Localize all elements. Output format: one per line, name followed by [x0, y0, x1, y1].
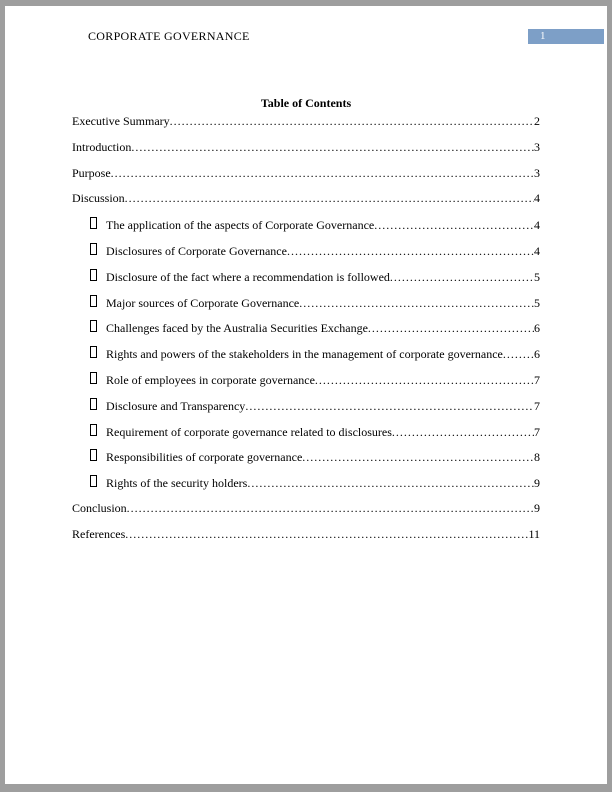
bullet-square-icon — [90, 346, 97, 358]
toc-title: Table of Contents — [260, 96, 352, 110]
toc-entry-page: 11 — [528, 526, 540, 541]
toc-entry-label: Rights of the security holders — [106, 476, 248, 491]
dot-leader — [392, 425, 534, 439]
toc-entry-page: 7 — [534, 398, 540, 413]
toc-entry — [72, 320, 540, 346]
bullet-square-icon — [90, 295, 97, 307]
toc-entry-label: Major sources of Corporate Governance — [106, 295, 300, 310]
toc-entry — [72, 243, 540, 269]
bullet-square-icon — [90, 398, 97, 410]
dot-leader — [245, 399, 534, 413]
toc-entry-label: Disclosure and Transparency — [106, 398, 246, 413]
toc-entry-label: The application of the aspects of Corporate Governance — [106, 218, 375, 233]
dot-leader — [111, 166, 534, 180]
toc-entry-page: 8 — [534, 450, 540, 465]
toc-entry — [72, 501, 540, 527]
toc-entry-page: 4 — [534, 218, 540, 233]
bullet-square-icon — [90, 372, 97, 384]
dot-leader — [302, 450, 534, 464]
toc-entry-page: 6 — [534, 347, 540, 362]
bullet-square-icon — [90, 475, 97, 487]
toc-entry-page: 4 — [534, 191, 540, 206]
toc-entry-label: Rights and powers of the stakeholders in the management of corporate governance — [106, 347, 503, 362]
toc-entry — [72, 527, 540, 553]
toc-entry-label: Introduction — [72, 139, 132, 154]
toc-entry-page: 6 — [534, 321, 540, 336]
bullet-square-icon — [90, 424, 97, 436]
dot-leader — [125, 191, 534, 205]
dot-leader — [299, 296, 534, 310]
toc-entry — [72, 191, 540, 217]
toc-entry — [72, 295, 540, 321]
toc-entry-label: Discussion — [72, 191, 125, 206]
dot-leader — [247, 476, 534, 490]
document-page — [5, 6, 607, 784]
bullet-square-icon — [90, 320, 97, 332]
toc-entry-label: Role of employees in corporate governance — [106, 372, 315, 387]
toc-entry-page: 2 — [534, 114, 540, 128]
page-number-badge — [528, 29, 604, 44]
toc-list — [72, 114, 540, 553]
header-document-title: CORPORATE GOVERNANCE — [88, 29, 250, 43]
toc-entry — [72, 449, 540, 475]
dot-leader — [315, 373, 534, 387]
toc-entry-label: Disclosures of Corporate Governance — [106, 243, 287, 258]
dot-leader — [368, 321, 534, 335]
toc-entry-page: 5 — [534, 295, 540, 310]
bullet-square-icon — [90, 449, 97, 461]
toc-entry-page: 3 — [534, 139, 540, 154]
toc-entry — [72, 398, 540, 424]
dot-leader — [131, 140, 534, 154]
bullet-square-icon — [90, 243, 97, 255]
toc-entry — [72, 372, 540, 398]
toc-entry — [72, 346, 540, 372]
bullet-square-icon — [90, 269, 97, 281]
dot-leader — [390, 270, 534, 284]
toc-entry-label: Conclusion — [72, 500, 127, 515]
toc-entry-page: 9 — [534, 476, 540, 491]
toc-entry-label: Challenges faced by the Australia Securities Exchange — [106, 321, 368, 336]
toc-entry — [72, 166, 540, 192]
dot-leader — [125, 527, 528, 541]
toc-entry-page: 5 — [534, 269, 540, 284]
dot-leader — [374, 218, 534, 232]
toc-entry-page: 7 — [534, 372, 540, 387]
toc-entry-label: Purpose — [72, 165, 111, 180]
toc-entry-page: 4 — [534, 243, 540, 258]
toc-entry-label: Responsibilities of corporate governance — [106, 450, 303, 465]
toc-entry — [72, 475, 540, 501]
toc-entry-page: 7 — [534, 424, 540, 439]
toc-entry-label: References — [72, 526, 126, 541]
dot-leader — [127, 501, 534, 515]
dot-leader — [170, 114, 534, 128]
toc-entry — [72, 269, 540, 295]
toc-entry — [72, 140, 540, 166]
bullet-square-icon — [90, 217, 97, 229]
dot-leader — [287, 244, 534, 258]
toc-entry-page: 3 — [534, 165, 540, 180]
toc-entry — [72, 424, 540, 450]
toc-entry — [72, 114, 540, 140]
toc-entry-label: Executive Summary — [72, 114, 170, 128]
toc-entry-label: Requirement of corporate governance related to disclosures — [106, 424, 392, 439]
toc-entry-label: Disclosure of the fact where a recommendation is followed — [106, 269, 390, 284]
dot-leader — [503, 347, 534, 361]
page-number: 1 — [540, 30, 546, 42]
toc-entry-page: 9 — [534, 500, 540, 515]
toc-entry — [72, 217, 540, 243]
